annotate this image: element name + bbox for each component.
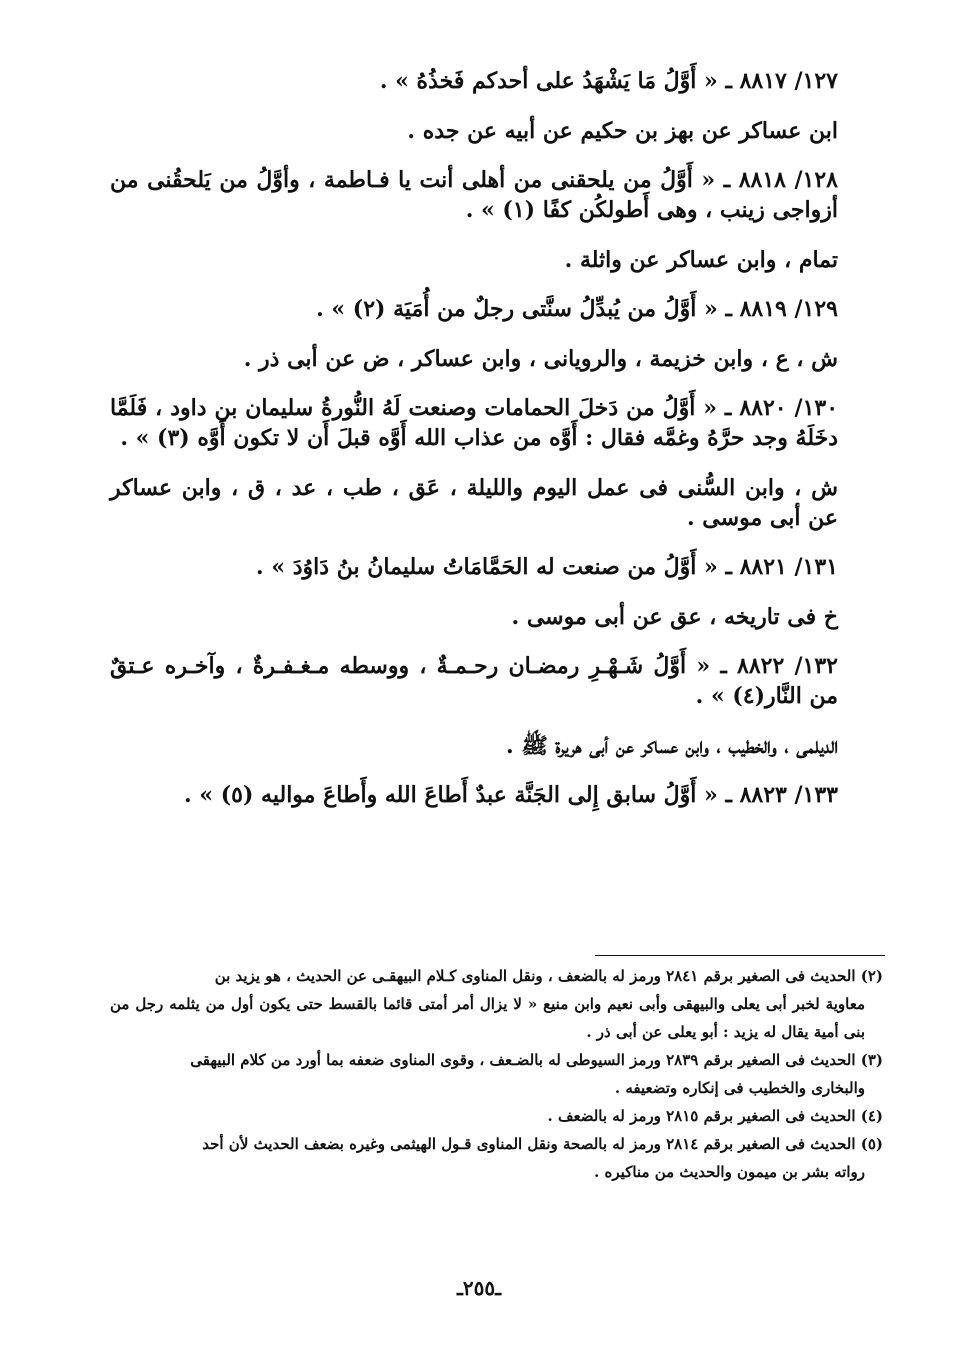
hadith-source-127: ابن عساكر عن بهز بن حكيم عن أبيه عن جده . [407, 118, 838, 144]
footnote-2-continuation: معاوية لخبر أبى يعلى والبيهقى وأبى نعيم وابن منيع « لا يزال أمر أمتى قائما بالقسط حتى يكون أول من يثلمه رجل من بنى أمية يقال له يزيد : أبو يعلى عن أبى ذر . [110, 995, 865, 1041]
footnote-5-continuation: رواته بشر بن ميمون والحديث من مناكيره . [594, 1163, 865, 1181]
footnote-5 [110, 1130, 883, 1186]
footnote-5-first-line: (٥) الحديث فى الصغير برقم ٢٨١٤ ورمز له بالصحة ونقل المناوى قـول الهيثمى وغيره بضعف الحديث لأن أحد [202, 1135, 883, 1153]
hadith-entry-127: ١٢٧/ ٨٨١٧ ـ « أَوَّلُ مَا يَشْهَدُ على أحدكم فَخذُهُ » . [379, 68, 838, 94]
footnote-2-first-line: (٢) الحديث فى الصغير برقم ٢٨٤١ ورمز له بالضعف ، ونقل المناوى كـلام البيهقـى عن الحديث ، هو يزيد بن [214, 967, 883, 985]
hadith-entry-129: ١٢٩/ ٨٨١٩ ـ « أَوَّلُ من يُبدِّلُ سنَّتى رجلٌ من أُمَيَة (٢) » . [316, 296, 838, 322]
main-text-block [110, 66, 838, 830]
footnote-3-first-line: (٣) الحديث فى الصغير برقم ٢٨٣٩ ورمز السيوطى له بالضـعف ، وقوى المناوى ضعفه بما أورد من كلام البيهقى [190, 1051, 883, 1069]
footnote-4-first-line: (٤) الحديث فى الصغير برقم ٢٨١٥ ورمز له بالضعف . [547, 1107, 883, 1125]
hadith-entry-132: ١٣٢/ ٨٨٢٢ ـ « أَوَّلُ شَـهْـرِ رمضـان رحـمـةٌ ، ووسطه مـغـفـرةٌ ، وآخـره عـتقٌ من النَّار(٤) » . [110, 653, 838, 709]
hadith-source-128: تمام ، وابن عساكر عن واثلة . [564, 247, 838, 273]
hadith-source-130: ش ، وابن السُّنى فى عمل اليوم والليلة ، عَق ، طب ، عد ، ق ، وابن عساكر عن أبى موسى . [110, 475, 838, 531]
footnote-4 [110, 1102, 883, 1130]
footnote-3 [110, 1046, 883, 1102]
hadith-entry-130: ١٣٠/ ٨٨٢٠ ـ « أَوَّلُ من دَخلَ الحمامات وصنعت لَهُ النُّورةُ سليمان بن داود ، فَلَمَّا دخَلَهُ وجد حرَّهُ وغمَّه فقال : أَوَّه من عذاب الله أَوَّه قبلَ أَن لا تكون أَوَّه (٣) » . [110, 395, 839, 451]
footnotes-block [110, 962, 883, 1186]
hadith-source-129: ش ، ع ، وابن خزيمة ، والرويانى ، وابن عساكر ، ض عن أبى ذر . [243, 346, 838, 372]
hadith-source-131: خ فى تاريخه ، عق عن أبى موسى . [511, 604, 838, 630]
page-number: ـ٢٥٥ـ [457, 1276, 501, 1300]
footnote-2 [110, 962, 883, 1046]
hadith-entry-131: ١٣١/ ٨٨٢١ ـ « أَوَّلُ من صنعت له الحَمَّامَاتُ سليمانُ بنُ دَاوُدَ » . [256, 554, 838, 580]
hadith-source-132: الديلمى ، والخطيب ، وابن عساكر عن أبى هريرة ﷺ . [506, 733, 838, 759]
footnote-3-continuation: والبخارى والخطيب فى إنكاره وتضعيفه . [614, 1079, 865, 1097]
hadith-entry-128: ١٢٨/ ٨٨١٨ ـ « أَوَّلُ من يلحقنى من أهلى أنت يا فـاطمة ، وأوَّلُ من يَلحقُنى من أزواجى زينب ، وهى أَطولكُن كفًا (١) » . [110, 167, 838, 223]
footnote-divider [595, 955, 885, 956]
hadith-entry-133: ١٣٣/ ٨٨٢٣ ـ « أَوَّلُ سابق إِلى الجَنَّة عبدٌ أَطاعَ الله وأَطاعَ مواليه (٥) » . [184, 782, 838, 808]
